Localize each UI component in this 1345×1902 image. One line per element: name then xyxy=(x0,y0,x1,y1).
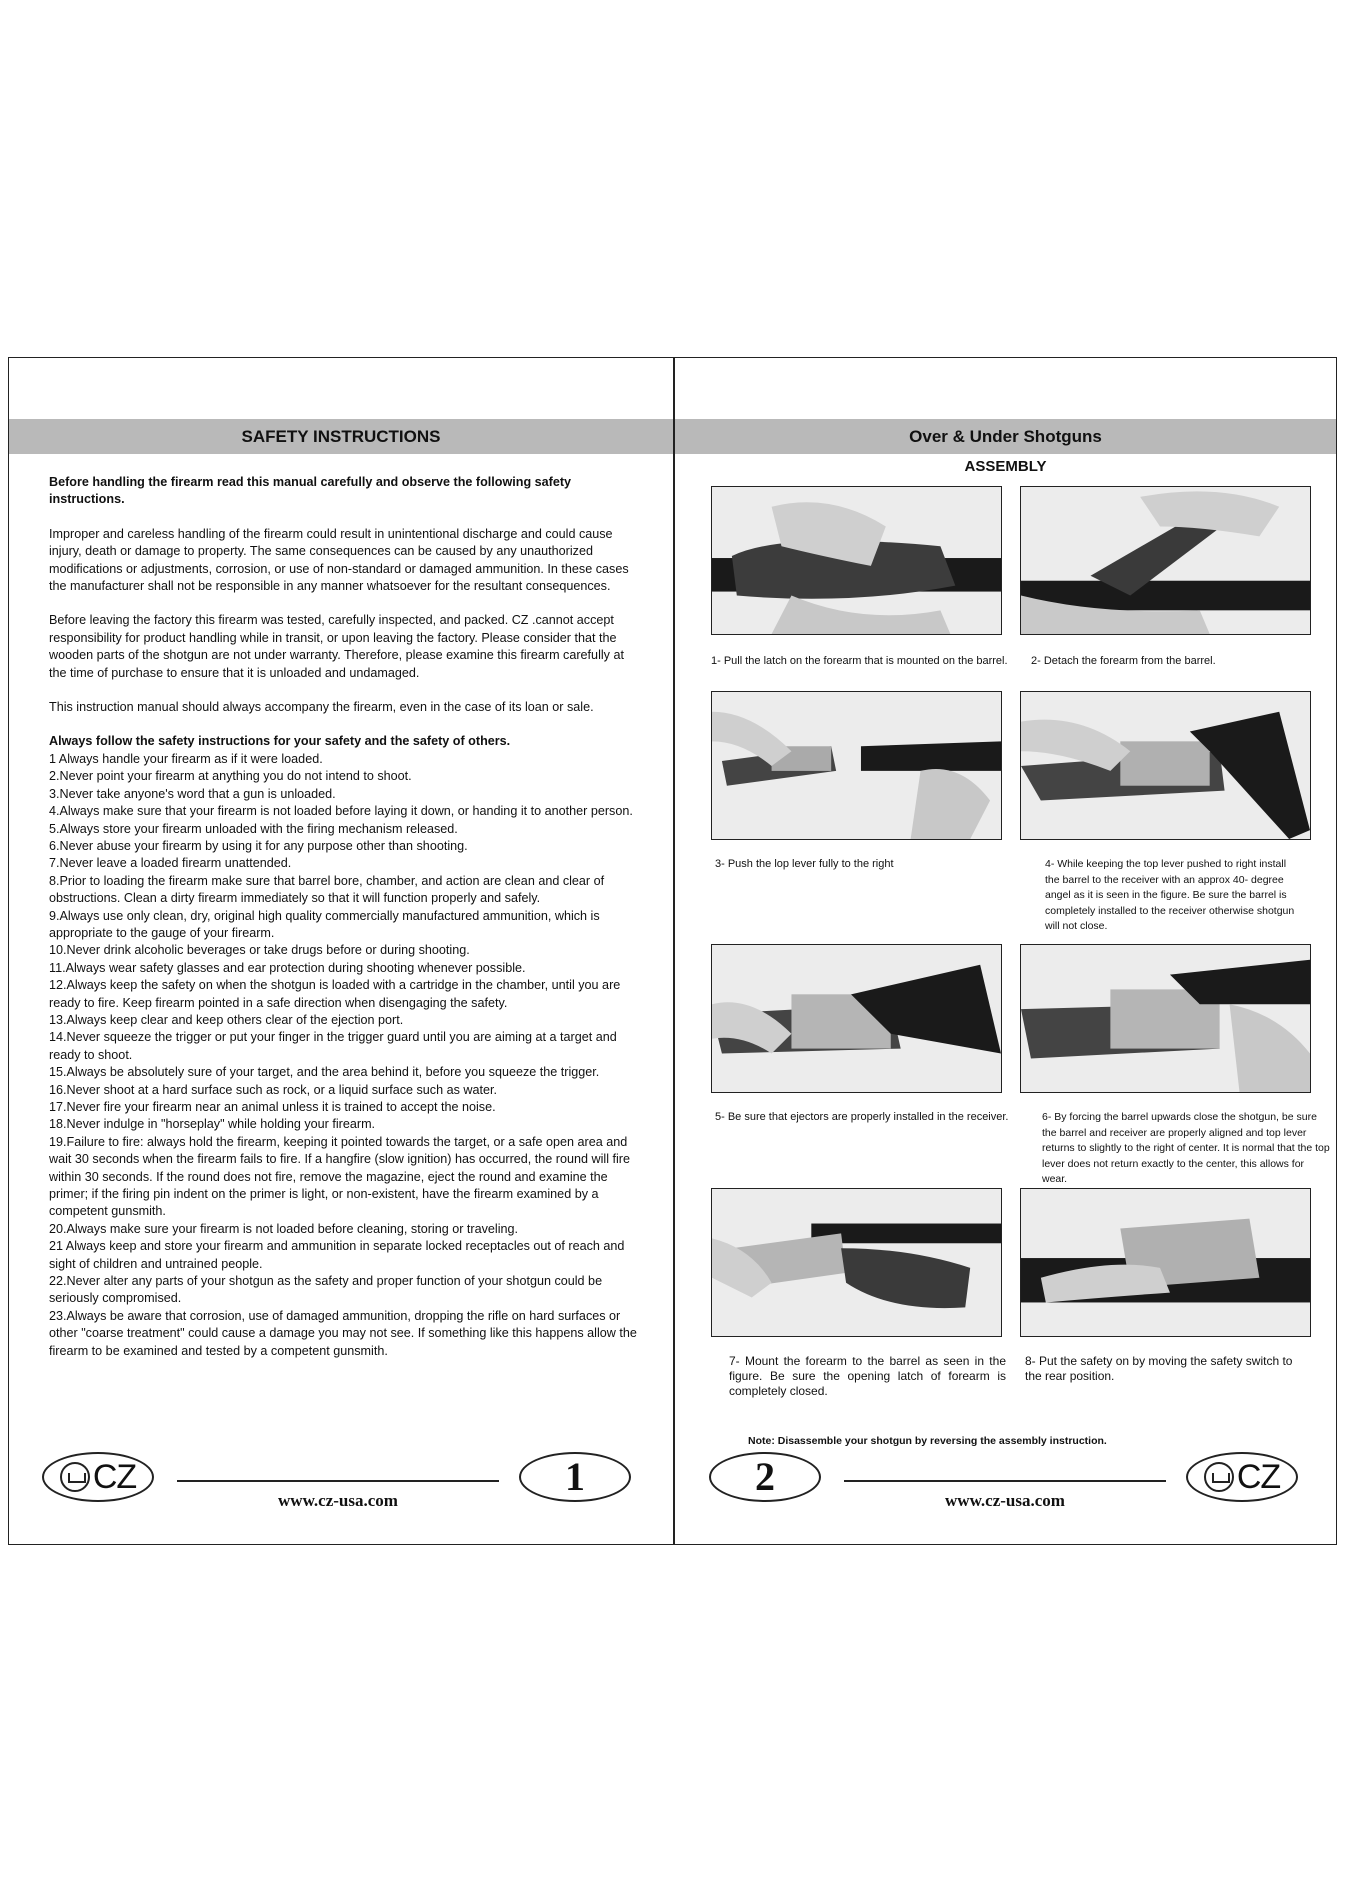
step-8-caption: 8- Put the safety on by moving the safety switch to the rear position. xyxy=(1025,1354,1293,1383)
assembly-page xyxy=(675,358,1336,1544)
assembly-subtitle: ASSEMBLY xyxy=(964,458,1047,475)
assembly-photo-7 xyxy=(711,1188,1002,1337)
safety-rule: 19.Failure to fire: always hold the firearm, keeping it pointed towards the target, or a safe open area and wait 30 seconds when the firearm fails to fire. If a hangfire (slow ignition) has occurred, the round will fire within 30 seconds. If the round does not fire, remove the magazine, eject the round and examine the primer; if the firing pin indent on the primer is light, or non-existent, have the firearm examined by a competent gunsmith. xyxy=(49,1134,630,1219)
assembly-title: Over & Under Shotguns xyxy=(675,419,1336,454)
cz-emblem-icon xyxy=(60,1462,90,1492)
page-footer xyxy=(9,1450,673,1520)
page-number: 1 xyxy=(519,1452,631,1502)
website-url[interactable]: www.cz-usa.com xyxy=(278,1491,398,1510)
footer-rule xyxy=(844,1480,1166,1482)
logo-text: CZ xyxy=(92,1457,137,1496)
safety-rule: 8.Prior to loading the firearm make sure that barrel bore, chamber, and action are clean and clear of obstructions. Clean a dirty firearm immediately so that it will function properly and safely. xyxy=(49,873,605,906)
assembly-photo-5 xyxy=(711,944,1002,1093)
safety-rules-list xyxy=(49,751,639,1360)
safety-rule: 13.Always keep clear and keep others clear of the ejection port. xyxy=(49,1012,404,1027)
step-5-caption: 5- Be sure that ejectors are properly installed in the receiver. xyxy=(715,1111,1009,1123)
safety-rule: 10.Never drink alcoholic beverages or take drugs before or during shooting. xyxy=(49,943,470,958)
footer-rule xyxy=(177,1480,499,1482)
safety-rule: 1 Always handle your firearm as if it were loaded. xyxy=(49,751,323,766)
assembly-photo-6 xyxy=(1020,944,1311,1093)
safety-rule: 22.Never alter any parts of your shotgun as the safety and proper function of your shotgun could be seriously compromised. xyxy=(49,1274,603,1306)
step-3-caption: 3- Push the lop lever fully to the right xyxy=(715,858,894,870)
safety-page xyxy=(9,358,673,1544)
page-footer xyxy=(675,1450,1336,1520)
safety-rule: 23.Always be aware that corrosion, use of damaged ammunition, dropping the rifle on hard surfaces or other "coarse treatment" could cause a damage you may not see. If something like this happens allow the firearm to be examined and tested by a competent gunsmith. xyxy=(49,1308,637,1358)
safety-rule: 21 Always keep and store your firearm and ammunition in separate locked receptacles out of reach and sight of children and untrained people. xyxy=(49,1239,625,1271)
paragraph-3: This instruction manual should always accompany the firearm, even in the case of its loan or sale. xyxy=(49,700,594,715)
logo-text: CZ xyxy=(1236,1457,1281,1496)
safety-rule: 2.Never point your firearm at anything you do not intend to shoot. xyxy=(49,769,412,784)
cz-logo xyxy=(1186,1452,1298,1502)
disassembly-note: Note: Disassemble your shotgun by reversing the assembly instruction. xyxy=(748,1435,1107,1447)
assembly-photo-3 xyxy=(711,691,1002,840)
safety-rule: 14.Never squeeze the trigger or put your finger in the trigger guard until you are aiming at a target and ready to shoot. xyxy=(49,1030,617,1062)
safety-rule: 7.Never leave a loaded firearm unattended. xyxy=(49,856,292,871)
manual-spread xyxy=(8,357,1337,1545)
step-2-caption: 2- Detach the forearm from the barrel. xyxy=(1031,655,1216,667)
website-url[interactable]: www.cz-usa.com xyxy=(945,1491,1065,1510)
safety-rule: 9.Always use only clean, dry, original high quality commercially manufactured ammunition, which is appropriate to the gauge of your firearm. xyxy=(49,908,600,940)
safety-rule: 16.Never shoot at a hard surface such as rock, or a liquid surface such as water. xyxy=(49,1082,498,1097)
safety-rule: 17.Never fire your firearm near an animal unless it is trained to accept the noise. xyxy=(49,1100,496,1114)
assembly-photo-1 xyxy=(711,486,1002,635)
assembly-photo-2 xyxy=(1020,486,1311,635)
step-1-caption: 1- Pull the latch on the forearm that is mounted on the barrel. xyxy=(711,655,1008,667)
cz-emblem-icon xyxy=(1204,1462,1234,1492)
safety-rule: 3.Never take anyone's word that a gun is unloaded. xyxy=(49,786,336,801)
safety-rule: 20.Always make sure your firearm is not loaded before cleaning, storing or traveling. xyxy=(49,1221,519,1236)
rules-heading: Always follow the safety instructions for your safety and the safety of others. xyxy=(49,734,511,749)
safety-rule: 4.Always make sure that your firearm is not loaded before laying it down, or handing it to another person. xyxy=(49,804,633,819)
assembly-photo-4 xyxy=(1020,691,1311,840)
safety-rule: 5.Always store your firearm unloaded with the firing mechanism released. xyxy=(49,821,458,836)
safety-rule: 18.Never indulge in "horseplay" while holding your firearm. xyxy=(49,1117,376,1132)
safety-body xyxy=(49,474,639,1360)
step-4-caption: 4- While keeping the top lever pushed to right install the barrel to the receiver with an approx 40- degree angel as it is seen in the figure. Be sure the barrel is completely installed to the receiver otherwise shotgun will not close. xyxy=(1045,858,1295,932)
intro-text: Before handling the firearm read this manual carefully and observe the following safety instructions. xyxy=(49,475,572,507)
safety-rule: 12.Always keep the safety on when the shotgun is loaded with a cartridge in the chamber, until you are ready to fire. Keep firearm pointed in a safe direction when disengaging the safety. xyxy=(49,978,621,1010)
safety-title: SAFETY INSTRUCTIONS xyxy=(9,419,673,454)
assembly-photo-8 xyxy=(1020,1188,1311,1337)
step-6-caption: 6- By forcing the barrel upwards close the shotgun, be sure the barrel and receiver are properly aligned and top lever returns to slightly to the right of center. It is normal that the top lever does not return exactly to the center, this allows for wear. xyxy=(1042,1111,1330,1185)
cz-logo xyxy=(42,1452,154,1502)
safety-rule: 6.Never abuse your firearm by using it for any purpose other than shooting. xyxy=(49,838,468,853)
page-number: 2 xyxy=(709,1452,821,1502)
safety-rule: 11.Always wear safety glasses and ear protection during shooting whenever possible. xyxy=(49,960,526,975)
paragraph-1: Improper and careless handling of the firearm could result in unintentional discharge and could cause injury, death or damage to property. The same consequences can be caused by any unauthorized modifications or adjustments, corrosion, or use of non-standard or damaged ammunition. In these cases the manufacturer shall not be responsible in any manner whatsoever for the resultant consequences. xyxy=(49,526,629,594)
step-7-caption: 7- Mount the forearm to the barrel as seen in the figure. Be sure the opening latch of forearm is completely closed. xyxy=(729,1354,1006,1398)
safety-rule: 15.Always be absolutely sure of your target, and the area behind it, before you squeeze the trigger. xyxy=(49,1065,600,1080)
paragraph-2: Before leaving the factory this firearm was tested, carefully inspected, and packed. CZ .cannot accept responsibility for product handling while in transit, or upon leaving the factory. Please consider that the wooden parts of the shotgun are not under warranty. Therefore, please examine this firearm carefully at the time of purchase to ensure that it is unloaded and undamaged. xyxy=(49,613,624,680)
